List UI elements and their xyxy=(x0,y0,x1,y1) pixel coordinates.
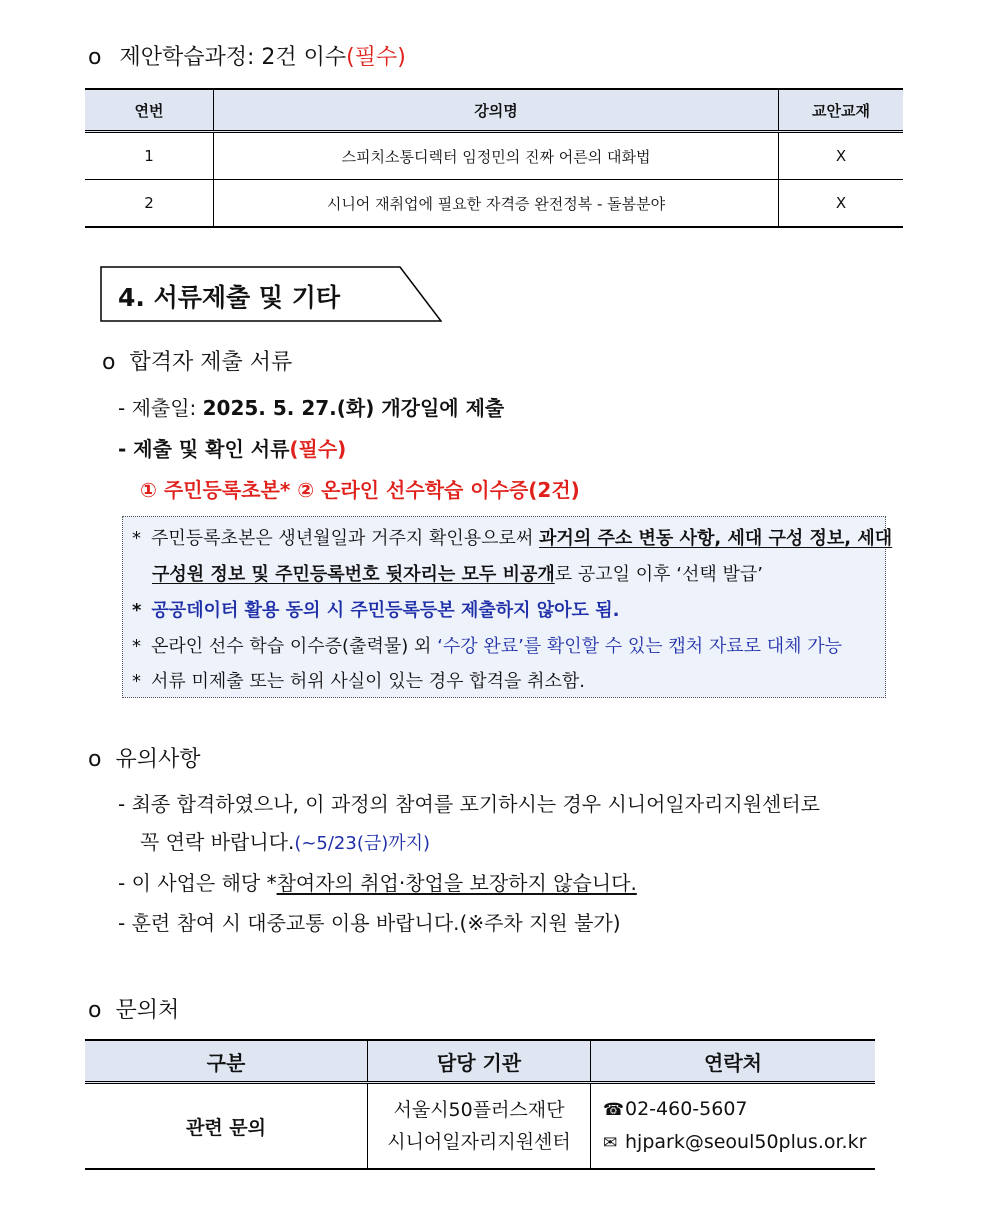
contact-info xyxy=(591,1083,876,1170)
bullet: o xyxy=(88,998,102,1023)
col-org: 담당 기관 xyxy=(368,1040,591,1083)
org-line-2: 시니어일자리지원센터 xyxy=(387,1131,571,1153)
org-line-1: 서울시50플러스재단 xyxy=(393,1099,565,1121)
note-1-cont xyxy=(152,560,763,586)
phone-number[interactable]: 02-460-5607 xyxy=(625,1098,748,1120)
notice-line-3-a: - 이 사업은 해당 * xyxy=(118,871,277,895)
email-address[interactable]: hjpark@seoul50plus.or.kr xyxy=(625,1131,867,1153)
documents-heading xyxy=(102,345,292,376)
contact-heading-text: 문의처 xyxy=(115,998,180,1023)
notice-line-4: - 훈련 참여 시 대중교통 이용 바랍니다.(※주차 지원 불가) xyxy=(118,911,621,935)
table-row xyxy=(85,1083,875,1170)
row-title: 시니어 재취업에 필요한 자격증 완전정복 - 돌봄분야 xyxy=(214,180,779,228)
table-row xyxy=(85,132,903,180)
section-title: 4. 서류제출 및 기타 xyxy=(118,283,341,312)
col-material: 교안교재 xyxy=(779,89,904,132)
notice-line-2-b: (~5/23(금)까지) xyxy=(294,833,431,854)
contact-category: 관련 문의 xyxy=(85,1083,368,1170)
phone-icon: ☎ xyxy=(603,1100,625,1120)
notice-line-3 xyxy=(118,867,637,896)
note-4: * 서류 미제출 또는 허위 사실이 있는 경우 합격을 취소함. xyxy=(132,671,586,692)
note-3-b: ‘수강 완료’를 확인할 수 있는 캡처 자료로 대체 가능 xyxy=(437,636,843,657)
contact-org xyxy=(368,1083,591,1170)
contact-table xyxy=(85,1039,875,1170)
note-2: * 공공데이터 활용 동의 시 주민등록등본 제출하지 않아도 됨. xyxy=(132,600,620,621)
contact-heading xyxy=(88,993,179,1024)
note-3: * 온라인 선수 학습 이수증(출력물) 외 ‘수강 완료’를 확인할 수 있는 캡처 자료로 대체 가능 xyxy=(132,636,843,657)
docs-label-text: - 제출 및 확인 서류 xyxy=(118,437,290,461)
row-material: X xyxy=(779,132,904,180)
note-1-d: 로 공고일 이후 ‘선택 발급’ xyxy=(554,564,763,585)
notice-line-2 xyxy=(140,826,430,855)
bullet: o xyxy=(88,45,102,70)
bullet: o xyxy=(88,747,102,772)
col-no: 연번 xyxy=(85,89,214,132)
table-row xyxy=(85,180,903,228)
col-category: 구분 xyxy=(85,1040,368,1083)
note-1: * 주민등록초본은 생년월일과 거주지 확인용으로써 과거의 주소 변동 사항, 세대 구성 정보, 세대 xyxy=(132,528,893,549)
docs-required: (필수) xyxy=(289,437,347,461)
docs-list: ① 주민등록초본* ② 온라인 선수학습 이수증(2건) xyxy=(140,478,580,502)
required-mark: (필수) xyxy=(346,45,406,70)
notice-line-2-a: 꼭 연락 바랍니다. xyxy=(140,830,295,854)
course-heading xyxy=(88,40,406,71)
documents-heading-text: 합격자 제출 서류 xyxy=(129,350,293,375)
phone-row xyxy=(603,1093,874,1126)
row-no: 2 xyxy=(85,180,214,228)
col-contact: 연락처 xyxy=(591,1040,876,1083)
row-title: 스피치소통디렉터 임정민의 진짜 어른의 대화법 xyxy=(214,132,779,180)
note-1-b: 과거의 주소 변동 사항, 세대 구성 정보, 세대 xyxy=(539,528,893,549)
submit-date-label: - 제출일: xyxy=(118,396,203,420)
docs-label xyxy=(118,433,346,462)
notice-line-1: - 최종 합격하였으나, 이 과정의 참여를 포기하시는 경우 시니어일자리지원센터로 xyxy=(118,792,820,816)
notice-heading xyxy=(88,742,200,773)
note-1-c: 구성원 정보 및 주민등록번호 뒷자리는 모두 비공개 xyxy=(152,564,555,585)
course-table xyxy=(85,88,903,228)
submit-date-value: 2025. 5. 27.(화) 개강일에 제출 xyxy=(202,396,505,420)
col-title: 강의명 xyxy=(214,89,779,132)
note-4-text: 서류 미제출 또는 허위 사실이 있는 경우 합격을 취소함. xyxy=(151,671,586,692)
note-3-a: 온라인 선수 학습 이수증(출력물) 외 xyxy=(151,636,438,657)
row-material: X xyxy=(779,180,904,228)
row-no: 1 xyxy=(85,132,214,180)
email-icon: ✉ xyxy=(603,1133,618,1153)
course-heading-text: 제안학습과정: 2건 이수 xyxy=(119,45,347,70)
note-2-text: 공공데이터 활용 동의 시 주민등록등본 제출하지 않아도 됨. xyxy=(151,600,620,621)
bullet: o xyxy=(102,350,116,375)
note-1-a: 주민등록초본은 생년월일과 거주지 확인용으로써 xyxy=(151,528,540,549)
submit-date xyxy=(118,392,504,421)
notice-heading-text: 유의사항 xyxy=(115,747,201,772)
notice-line-3-b: 참여자의 취업·창업을 보장하지 않습니다. xyxy=(276,871,637,895)
email-row xyxy=(603,1126,874,1159)
